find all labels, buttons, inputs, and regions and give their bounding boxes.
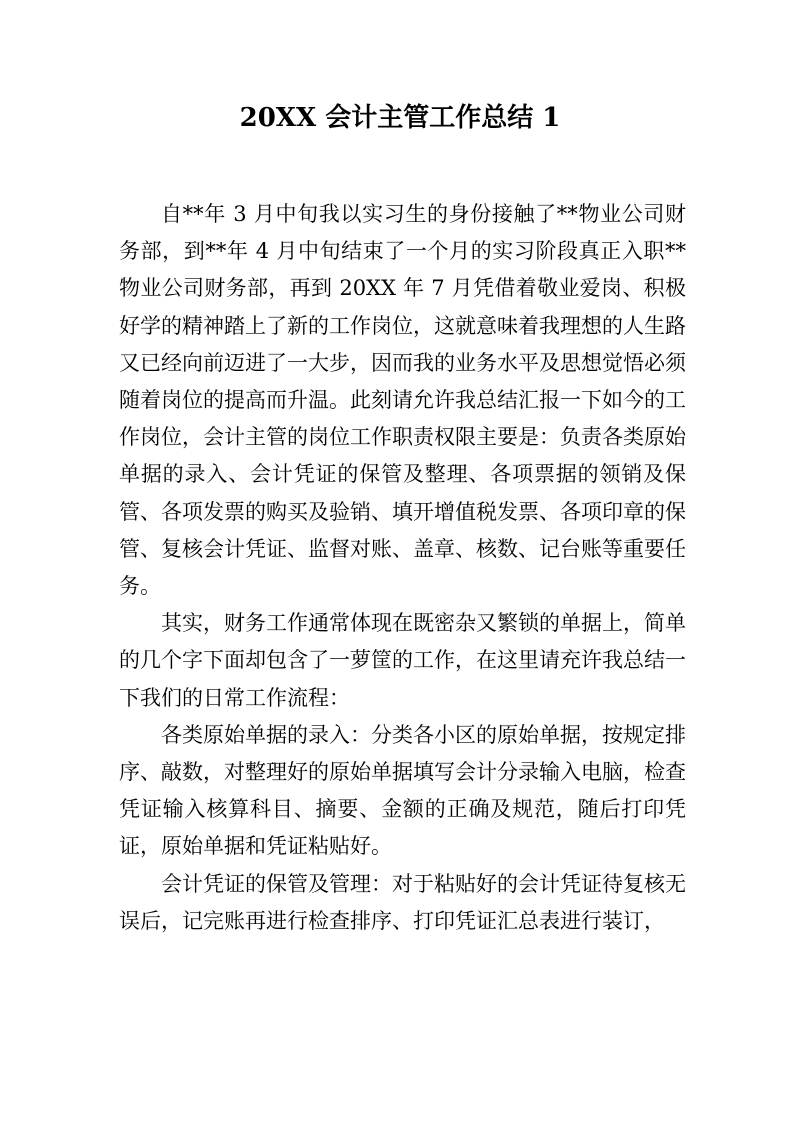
paragraph-4: 会计凭证的保管及管理：对于粘贴好的会计凭证待复核无误后，记完账再进行检查排序、打印凭证汇总表进行装订， xyxy=(119,871,686,933)
paragraph-3: 各类原始单据的录入：分类各小区的原始单据，按规定排序、敲数，对整理好的原始单据填写会计分录输入电脑，检查凭证输入核算科目、摘要、金额的正确及规范，随后打印凭证，原始单据和凭证粘贴好。 xyxy=(119,722,686,859)
paragraph-2: 其实，财务工作通常体现在既密杂又繁锁的单据上，简单的几个字下面却包含了一萝筐的工作，在这里请充许我总结一下我们的日常工作流程： xyxy=(119,611,686,710)
paragraph-1: 自**年 3 月中旬我以实习生的身份接触了**物业公司财务部，到**年 4 月中旬结束了一个月的实习阶段真正入职**物业公司财务部，再到 20XX 年 7 月凭借着敬业爱岗、积极好学的精神踏上了新的工作岗位，这就意味着我理想的人生路又已经向前迈进了一大步，因而我的业务水平及思想觉悟必须随着岗位的提高而升温。此刻请允许我总结汇报一下如今的工作岗位，会计主管的岗位工作职责权限主要是：负责各类原始单据的录入、会计凭证的保管及整理、各项票据的领销及保管、各项发票的购买及验销、填开增值税发票、各项印章的保管、复核会计凭证、监督对账、盖章、核数、记台账等重要任务。 xyxy=(119,202,686,599)
document-title: 20XX 会计主管工作总结 1 xyxy=(239,103,561,133)
document-body xyxy=(119,196,686,940)
